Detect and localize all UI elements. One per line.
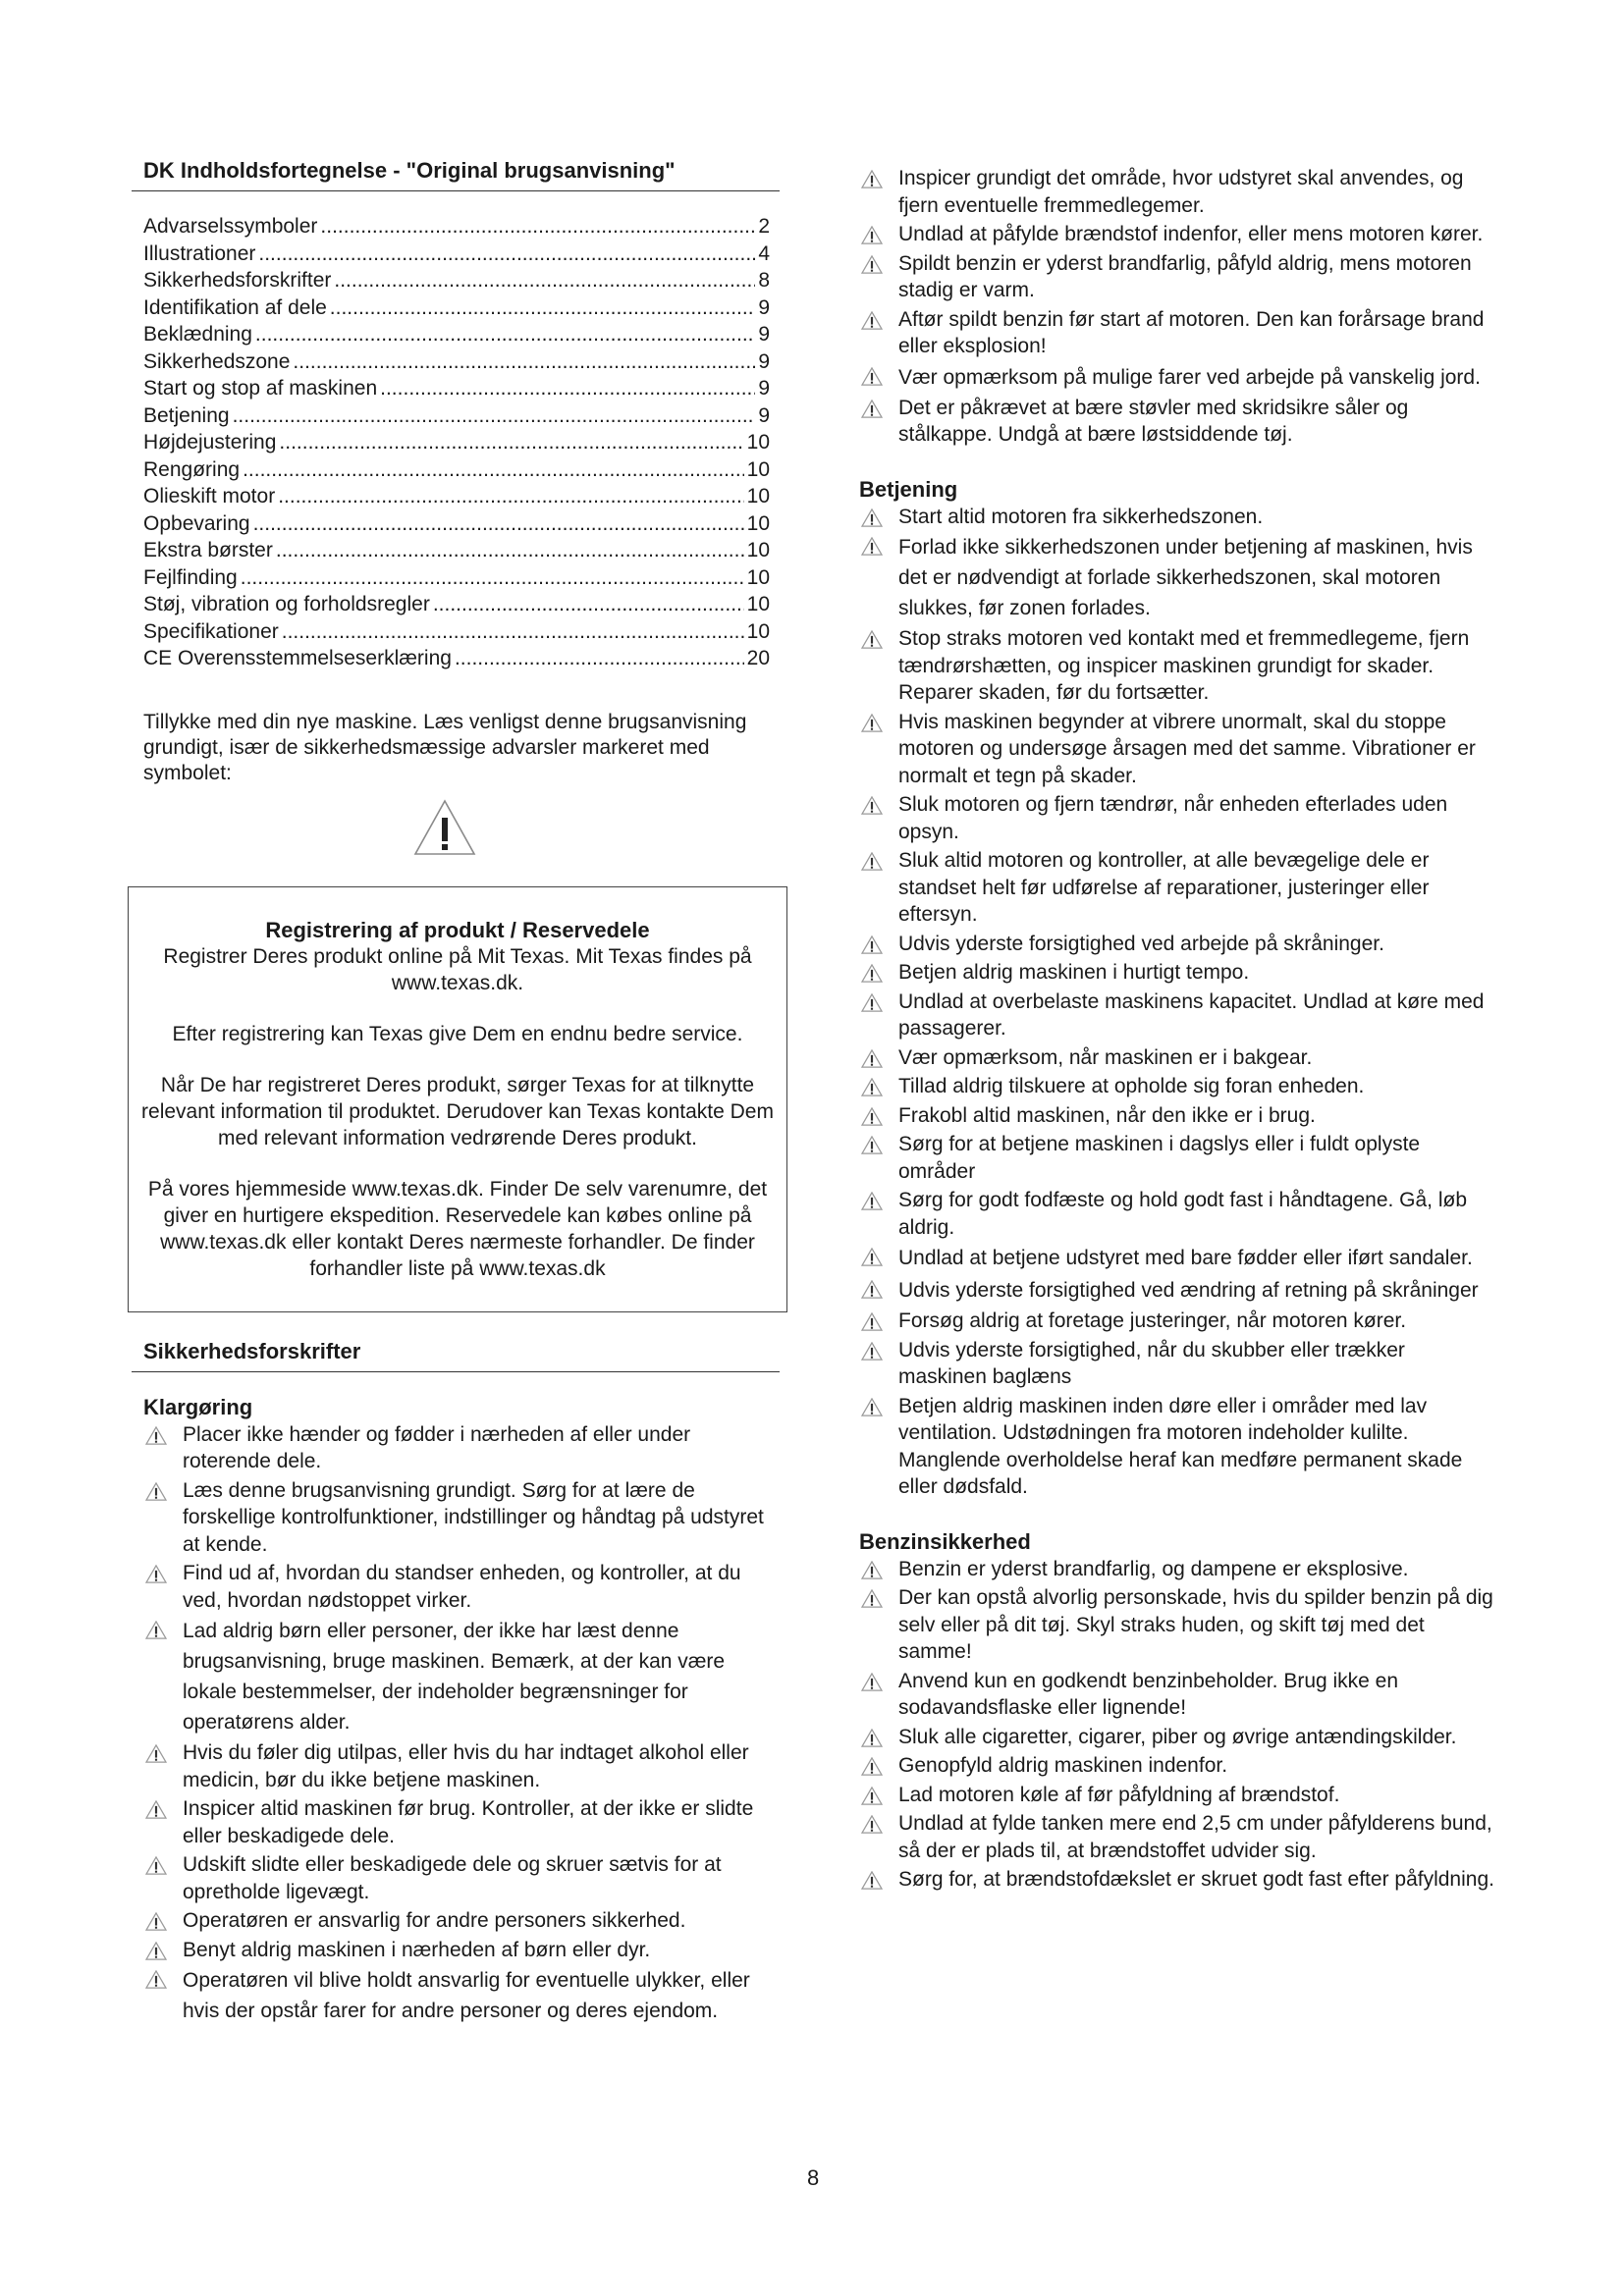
warning-item <box>143 1965 780 2026</box>
warning-item <box>859 1556 1495 1583</box>
toc-leader-dots <box>255 321 755 348</box>
warning-triangle-icon <box>861 226 883 244</box>
warning-text: Hvis du føler dig utilpas, eller hvis du har indtaget alkohol eller medicin, bør du ikke betjene maskinen. <box>183 1741 749 1791</box>
warning-text: Betjen aldrig maskinen inden døre eller i områder med lav ventilation. Udstødningen fra motoren indeholder kulilte. Manglende overholdelse heraf kan medføre permanent skade eller dødsfald. <box>898 1394 1463 1498</box>
warning-text: Anvend kun en godkendt benzinbeholder. Brug ikke en sodavandsflaske eller lignende! <box>898 1669 1399 1719</box>
warning-triangle-icon <box>145 1621 167 1639</box>
warning-triangle-icon <box>861 537 883 556</box>
warning-text: Forsøg aldrig at foretage justeringer, når motoren kører. <box>898 1309 1407 1332</box>
toc-entry <box>143 537 770 564</box>
warning-triangle-icon <box>861 1107 883 1126</box>
registration-paragraph: Når De har registreret Deres produkt, sørger Texas for at tilknytte relevant information til produktet. Derudover kan Texas kontakte Dem med relevant information vedrørende Deres produkt. <box>141 1073 774 1149</box>
warning-text: Benzin er yderst brandfarlig, og dampene er eksplosive. <box>898 1557 1409 1580</box>
warning-item <box>143 1560 780 1614</box>
warning-text: Sørg for, at brændstofdækslet er skruet godt fast efter påfyldning. <box>898 1868 1494 1891</box>
warning-triangle-icon <box>861 1078 883 1096</box>
toc-entry-page: 10 <box>746 457 770 481</box>
warning-text: Sluk motoren og fjern tændrør, når enheden efterlades uden opsyn. <box>898 793 1448 843</box>
toc-entry-page: 8 <box>758 269 770 292</box>
preparation-list <box>132 1421 780 2027</box>
warning-item <box>859 1337 1495 1391</box>
warning-text: Inspicer altid maskinen før brug. Kontroller, at der ikke er slidte eller beskadigede dele. <box>183 1797 754 1847</box>
warning-item <box>859 250 1495 304</box>
warning-text: Placer ikke hænder og fødder i nærheden af eller under roterende dele. <box>183 1422 691 1472</box>
warning-text: Forlad ikke sikkerhedszonen under betjening af maskinen, hvis det er nødvendigt at forlade sikkerhedszonen, skal motoren slukkes, før zonen forlades. <box>898 536 1473 619</box>
warning-text: Udvis yderste forsigtighed ved ændring af retning på skråninger <box>898 1279 1479 1302</box>
warning-text: Frakobl altid maskinen, når den ikke er i brug. <box>898 1103 1316 1127</box>
toc-leader-dots <box>380 375 755 402</box>
warning-triangle-icon <box>145 1426 167 1445</box>
warning-item <box>859 532 1495 623</box>
registration-paragraph: På vores hjemmeside www.texas.dk. Finder De selv varenumre, det giver en hurtigere ekspedition. Reservedele kan købes online på www.texas.dk eller kontakt Deres nærmeste forhandler. De finder forhandler liste på www.texas.dk <box>147 1177 768 1280</box>
warning-text: Benyt aldrig maskinen i nærheden af børn eller dyr. <box>183 1938 651 1961</box>
toc-leader-dots <box>282 618 744 646</box>
warning-triangle-icon <box>145 1942 167 1960</box>
warning-triangle-icon <box>861 1280 883 1299</box>
preparation-list-continued <box>859 165 1495 449</box>
toc-leader-dots <box>258 240 755 268</box>
warning-text: Operatøren vil blive holdt ansvarlig for eventuelle ulykker, eller hvis der opstår farer for andre personer og deres ejendom. <box>183 1969 750 2022</box>
warning-triangle-icon <box>145 1800 167 1819</box>
warning-text: Operatøren er ansvarlig for andre personers sikkerhed. <box>183 1909 686 1932</box>
warning-text: Tillad aldrig tilskuere at opholde sig foran enheden. <box>898 1075 1365 1097</box>
toc-entry-page: 9 <box>758 349 770 373</box>
warning-triangle-icon <box>861 1729 883 1747</box>
warning-text: Undlad at betjene udstyret med bare fødder eller iført sandaler. <box>898 1247 1473 1269</box>
warning-triangle-icon <box>145 1744 167 1763</box>
toc-entry-page: 4 <box>758 241 770 265</box>
warning-item <box>859 1724 1495 1751</box>
warning-symbol-icon <box>412 798 477 857</box>
warning-triangle-icon <box>861 1673 883 1691</box>
warning-triangle-icon <box>861 796 883 815</box>
warning-item <box>859 931 1495 958</box>
warning-item <box>859 988 1495 1042</box>
warning-triangle-icon <box>861 714 883 732</box>
warning-triangle-icon <box>861 935 883 954</box>
toc-entry <box>143 294 770 322</box>
warning-item <box>859 362 1495 393</box>
warning-triangle-icon <box>861 1248 883 1266</box>
warning-triangle-icon <box>861 170 883 188</box>
toc-leader-dots <box>278 483 743 510</box>
warning-item <box>859 1131 1495 1185</box>
toc-entry-page: 10 <box>746 485 770 507</box>
warning-text: Udvis yderste forsigtighed ved arbejde på skråninger. <box>898 932 1384 955</box>
toc-entry-label: CE Overensstemmelseserklæring <box>143 647 452 669</box>
warning-text: Vær opmærksom på mulige farer ved arbejde på vanskelig jord. <box>898 365 1481 389</box>
warning-item <box>859 709 1495 790</box>
warning-triangle-icon <box>861 311 883 330</box>
toc-entry-page: 9 <box>758 323 770 346</box>
warning-triangle-icon <box>861 852 883 871</box>
toc-entry-label: Opbevaring <box>143 511 250 535</box>
registration-paragraph: Registrer Deres produkt online på Mit Texas. Mit Texas findes på www.texas.dk. <box>163 944 752 994</box>
warning-item <box>859 791 1495 845</box>
toc-entry <box>143 591 770 618</box>
warning-item <box>859 1752 1495 1780</box>
toc-entry-page: 10 <box>746 593 770 615</box>
toc-entry <box>143 429 770 456</box>
toc-entry-label: Fejlfinding <box>143 565 238 589</box>
toc-entry-label: Advarselssymboler <box>143 215 318 238</box>
toc-entry <box>143 267 770 294</box>
toc-leader-dots <box>334 267 755 294</box>
warning-triangle-icon <box>861 1398 883 1416</box>
toc-leader-dots <box>455 645 744 672</box>
toc-entry <box>143 240 770 268</box>
toc-entry-label: Rengøring <box>143 457 241 481</box>
toc-entry <box>143 375 770 402</box>
warning-item <box>859 1073 1495 1100</box>
warning-triangle-icon <box>861 630 883 649</box>
warning-text: Der kan opstå alvorlig personskade, hvis du spilder benzin på dig selv eller på dit tøj. Skyl straks huden, og skift tøj med det samme! <box>898 1586 1493 1663</box>
warning-triangle-icon <box>861 367 883 386</box>
warning-text: Undlad at påfylde brændstof indenfor, eller mens motoren kører. <box>898 223 1484 245</box>
left-column <box>132 157 780 2028</box>
warning-text: Stop straks motoren ved kontakt med et fremmedlegeme, fjern tændrørshætten, og inspicer maskinen grundigt for skader. Reparer skaden, før du fortsætter. <box>898 627 1470 704</box>
toc-leader-dots <box>330 294 756 322</box>
warning-triangle-icon <box>861 1049 883 1068</box>
operation-list <box>859 504 1495 1501</box>
warning-item <box>143 1937 780 1964</box>
warning-item <box>859 165 1495 219</box>
toc-leader-dots <box>241 564 744 592</box>
warning-item <box>143 1907 780 1935</box>
toc-entry-page: 10 <box>746 565 770 589</box>
warning-item <box>143 1421 780 1475</box>
warning-text: Sluk alle cigaretter, cigarer, piber og øvrige antændingskilder. <box>898 1725 1457 1748</box>
toc-entry-label: Identifikation af dele <box>143 295 327 319</box>
warning-text: Udskift slidte eller beskadigede dele og skruer sætvis for at opretholde ligevægt. <box>183 1853 722 1903</box>
warning-text: Aftør spildt benzin før start af motoren. Den kan forårsage brand eller eksplosion! <box>898 307 1485 357</box>
warning-text: Lad motoren køle af før påfyldning af brændstof. <box>898 1783 1340 1806</box>
toc-leader-dots <box>253 510 744 538</box>
warning-item <box>859 1044 1495 1072</box>
toc-entry-page: 9 <box>758 403 770 427</box>
warning-triangle-icon <box>861 1787 883 1805</box>
safety-title: Sikkerhedsforskrifter <box>132 1338 780 1372</box>
toc-entry-page: 10 <box>746 619 770 643</box>
warning-triangle-icon <box>145 1856 167 1875</box>
warning-item <box>859 1102 1495 1130</box>
warning-text: Start altid motoren fra sikkerhedszonen. <box>898 505 1264 528</box>
warning-text: Undlad at fylde tanken mere end 2,5 cm under påfylderens bund, så der er plads til, at brændstoffet udvider sig. <box>898 1812 1492 1862</box>
warning-item <box>859 1275 1495 1306</box>
warning-triangle-icon <box>861 255 883 274</box>
registration-box <box>128 886 787 1312</box>
fuel-safety-heading: Benzinsikkerhed <box>859 1528 1031 1554</box>
warning-item <box>859 1187 1495 1241</box>
preparation-heading: Klargøring <box>143 1394 253 1419</box>
warning-text: Sørg for godt fodfæste og hold godt fast i håndtagene. Gå, løb aldrig. <box>898 1189 1468 1239</box>
warning-triangle-icon <box>861 1815 883 1834</box>
operation-heading: Betjening <box>859 476 958 502</box>
toc-leader-dots <box>243 456 744 484</box>
warning-text: Udvis yderste forsigtighed, når du skubber eller trækker maskinen baglæns <box>898 1338 1405 1388</box>
warning-text: Find ud af, hvordan du standser enheden, og kontroller, at du ved, hvordan nødstoppet virker. <box>183 1562 741 1612</box>
right-column <box>859 165 1495 1896</box>
warning-triangle-icon <box>861 1342 883 1361</box>
warning-item <box>859 1308 1495 1335</box>
warning-triangle-icon <box>861 1561 883 1579</box>
warning-text: Læs denne brugsanvisning grundigt. Sørg for at lære de forskellige kontrolfunktioner, indstillinger og håndtag på udstyret at kende. <box>183 1478 764 1556</box>
warning-text: Sluk altid motoren og kontroller, at alle bevægelige dele er standset helt før udførelse af reparationer, justeringer eller eftersyn. <box>898 849 1430 926</box>
toc-entry-page: 2 <box>758 215 770 238</box>
warning-triangle-icon <box>861 400 883 418</box>
warning-triangle-icon <box>861 508 883 527</box>
warning-triangle-icon <box>861 964 883 983</box>
warning-triangle-icon <box>145 1565 167 1583</box>
toc-entry <box>143 483 770 510</box>
warning-triangle-icon <box>145 1970 167 1989</box>
warning-item <box>143 1477 780 1559</box>
warning-item <box>859 1782 1495 1809</box>
toc-leader-dots <box>279 429 743 456</box>
warning-item <box>859 504 1495 531</box>
toc-entry-label: Betjening <box>143 403 230 427</box>
warning-triangle-icon <box>861 1871 883 1890</box>
warning-item <box>859 1810 1495 1864</box>
toc-entry-page: 10 <box>746 539 770 561</box>
toc-leader-dots <box>293 348 755 376</box>
toc-title: DK Indholdsfortegnelse - "Original brugsanvisning" <box>132 157 780 191</box>
warning-item <box>859 306 1495 360</box>
toc-entry-label: Sikkerhedszone <box>143 349 291 373</box>
toc-entry <box>143 321 770 348</box>
toc-entry-label: Start og stop af maskinen <box>143 377 378 400</box>
warning-text: Sørg for at betjene maskinen i dagslys eller i fuldt oplyste områder <box>898 1133 1421 1183</box>
toc-entry-label: Beklædning <box>143 323 252 346</box>
registration-title: Registrering af produkt / Reservedele <box>265 917 650 942</box>
toc-entry-page: 10 <box>746 431 770 454</box>
toc-entry-label: Specifikationer <box>143 619 279 643</box>
toc-entry-label: Illustrationer <box>143 241 256 265</box>
toc-entry-label: Ekstra børster <box>143 539 273 561</box>
intro-text: Tillykke med din nye maskine. Læs venligst denne brugsanvisning grundigt, især de sikkerhedsmæssige advarsler markeret med symbolet: <box>143 710 747 784</box>
toc-entry <box>143 645 770 672</box>
toc-entry <box>143 213 770 240</box>
toc-entry-label: Højdejustering <box>143 431 277 454</box>
warning-text: Det er påkrævet at bære støvler med skridsikre såler og stålkappe. Undgå at bære løstsiddende tøj. <box>898 396 1409 446</box>
toc-leader-dots <box>276 537 744 564</box>
toc-entry-label: Sikkerhedsforskrifter <box>143 269 332 292</box>
page-number: 8 <box>807 2165 820 2190</box>
toc-entry-label: Olieskift motor <box>143 485 276 507</box>
fuel-safety-list <box>859 1556 1495 1894</box>
registration-paragraph: Efter registrering kan Texas give Dem en endnu bedre service. <box>172 1022 743 1045</box>
warning-item <box>859 625 1495 707</box>
warning-item <box>859 847 1495 929</box>
warning-triangle-icon <box>145 1482 167 1501</box>
warning-triangle-icon <box>861 1192 883 1210</box>
warning-text: Betjen aldrig maskinen i hurtigt tempo. <box>898 961 1250 984</box>
warning-triangle-icon <box>861 1589 883 1608</box>
warning-item <box>859 395 1495 449</box>
warning-item <box>859 1584 1495 1666</box>
warning-item <box>859 1243 1495 1273</box>
warning-triangle-icon <box>145 1912 167 1931</box>
warning-item <box>859 1866 1495 1894</box>
toc-entry-page: 9 <box>758 377 770 400</box>
warning-item <box>859 1393 1495 1501</box>
toc-leader-dots <box>320 213 755 240</box>
warning-triangle-icon <box>861 1757 883 1776</box>
warning-text: Inspicer grundigt det område, hvor udstyret skal anvendes, og fjern eventuelle fremmedlegemer. <box>898 167 1464 217</box>
warning-item <box>859 959 1495 987</box>
toc-leader-dots <box>233 402 756 430</box>
warning-text: Undlad at overbelaste maskinens kapacitet. Undlad at køre med passagerer. <box>898 989 1485 1040</box>
warning-text: Vær opmærksom, når maskinen er i bakgear. <box>898 1045 1313 1069</box>
warning-item <box>143 1795 780 1849</box>
toc-entry <box>143 348 770 376</box>
warning-item <box>143 1616 780 1737</box>
toc-entry-page: 20 <box>746 647 770 669</box>
toc-entry <box>143 456 770 484</box>
warning-text: Genopfyld aldrig maskinen indenfor. <box>898 1754 1228 1777</box>
warning-text: Hvis maskinen begynder at vibrere unormalt, skal du stoppe motoren og undersøge årsagen med det samme. Vibrationer er normalt et tegn på skader. <box>898 710 1476 787</box>
warning-triangle-icon <box>861 1136 883 1154</box>
warning-text: Lad aldrig børn eller personer, der ikke har læst denne brugsanvisning, bruge maskinen. Bemærk, at der kan være lokale bestemmelser, der indeholder begrænsninger for operatørens alder. <box>183 1620 726 1734</box>
toc-entry-page: 10 <box>746 511 770 535</box>
warning-item <box>859 221 1495 248</box>
warning-triangle-icon <box>861 1312 883 1331</box>
toc-entry-label: Støj, vibration og forholdsregler <box>143 593 430 615</box>
toc-leader-dots <box>433 591 744 618</box>
toc-entry-page: 9 <box>758 295 770 319</box>
toc-entry <box>143 402 770 430</box>
toc-entry <box>143 510 770 538</box>
warning-text: Spildt benzin er yderst brandfarlig, påfyld aldrig, mens motoren stadig er varm. <box>898 251 1472 301</box>
toc-entry <box>143 618 770 646</box>
warning-item <box>859 1668 1495 1722</box>
warning-item <box>143 1739 780 1793</box>
warning-item <box>143 1851 780 1905</box>
toc-entry <box>143 564 770 592</box>
warning-triangle-icon <box>861 993 883 1012</box>
table-of-contents <box>132 213 780 672</box>
